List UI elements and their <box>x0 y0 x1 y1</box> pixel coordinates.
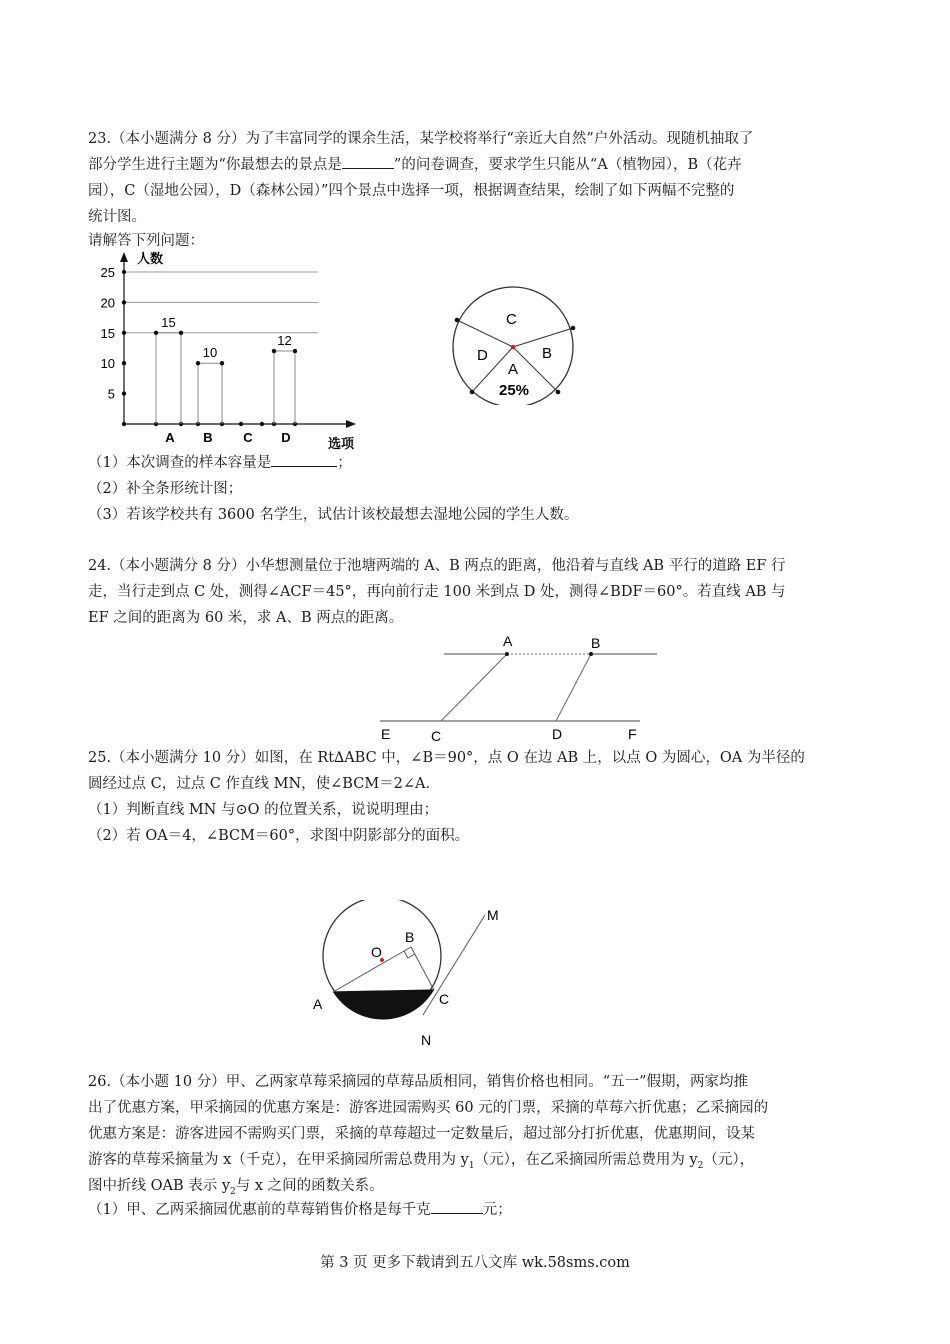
q26-sub1-post: 元； <box>482 1202 512 1218</box>
pie-center <box>511 345 516 350</box>
label-m: M <box>487 907 499 923</box>
y-tick-label-10: 10 <box>100 356 115 372</box>
q25-sub2: （2）若 OA＝4，∠BCM＝60°，求图中阴影部分的面积。 <box>88 828 470 844</box>
bar-top-dot-B-right <box>220 361 224 365</box>
q23-line2-pre: 部分学生进行主题为“你最想去的景点是 <box>88 157 342 173</box>
shaded-segment <box>333 990 434 1020</box>
y-tick-label-25: 25 <box>100 265 115 280</box>
q23-sub1 <box>88 450 868 476</box>
q23-line4: 统计图。 <box>88 209 146 225</box>
pie-label-d: D <box>477 347 488 364</box>
bar-chart <box>88 250 388 455</box>
q23-sub1-blank <box>271 466 337 467</box>
bar-top-dot-A-left <box>154 331 158 335</box>
q23-sub1-post: ； <box>337 455 352 471</box>
origin-dot <box>122 422 126 426</box>
point-b <box>589 652 593 656</box>
bar-B <box>198 363 222 424</box>
x-tick-label-A: A <box>165 430 175 445</box>
x-tick-label-B: B <box>203 430 213 445</box>
data-label-D: 12 <box>277 333 292 349</box>
label-a: A <box>503 633 513 649</box>
bar-top-dot-B-left <box>196 361 200 365</box>
pie-point-2 <box>571 326 576 331</box>
q23-line3: 园），C（湿地公园），D（森林公园）”四个景点中选择一项，根据调查结果，绘制了如下两幅不完整的 <box>88 183 735 199</box>
q23-line2-post: ”的问卷调查，要求学生只能从“A（植物园），B（花卉 <box>393 157 742 173</box>
label-c: C <box>439 991 450 1007</box>
q26-line4-b: （元），在乙采摘园所需总费用为 y <box>474 1152 698 1168</box>
q26-sub1 <box>88 1197 868 1223</box>
bar-D <box>274 351 295 424</box>
label-a: A <box>313 996 323 1012</box>
q24-line2: 走，当行走到点 C 处，测得∠ACF＝45°，再向前行走 100 米到点 D 处，测得∠BDF＝60°。若直线 AB 与 <box>88 584 786 600</box>
q26-sub-y1: 1 <box>468 1160 475 1171</box>
segment-bd <box>556 654 591 721</box>
segment-bc <box>411 947 434 990</box>
q23-sub2: （2）补全条形统计图； <box>88 481 243 497</box>
pie-point-4 <box>556 390 561 395</box>
q26-line4-a: 游客的草莓采摘量为 x（千克），在甲采摘园所需总费用为 y <box>88 1152 469 1168</box>
q25-line1: 25.（本小题满分 10 分）如图，在 Rt∆ABC 中，∠B＝90°，点 O 在边 AB 上，以点 O 为圆心，OA 为半径的 <box>88 750 805 766</box>
label-e: E <box>381 726 391 742</box>
label-f: F <box>628 726 637 742</box>
y-tick-label-5: 5 <box>107 386 115 402</box>
q23-line1: 23.（本小题满分 8 分）为了丰富同学的课余生活，某学校将举行“亲近大自然”户外活动。现随机抽取了 <box>88 131 754 147</box>
q26-line5-sub: 2 <box>230 1186 236 1197</box>
x-axis-arrow <box>346 420 356 428</box>
q26-line5-b: 与 x 之间的函数关系。 <box>235 1178 384 1194</box>
q24-line1: 24.（本小题满分 8 分）小华想测量位于池塘两端的 A、B 两点的距离，他沿着与直线 AB 平行的道路 EF 行 <box>88 558 786 574</box>
q25-sub1: （1）判断直线 MN 与⊙O 的位置关系，说说明理由； <box>88 802 439 818</box>
q25-figure <box>300 900 520 1050</box>
label-b: B <box>405 929 415 945</box>
q25-line2: 圆经过点 C，过点 C 作直线 MN，使∠BCM＝2∠A. <box>88 776 431 792</box>
pie-label-c: C <box>506 311 517 328</box>
pie-radius-1 <box>457 320 513 347</box>
q26-line4-c: （元）， <box>703 1152 755 1168</box>
line-mn <box>423 915 485 1015</box>
bar-base-dot-C-right <box>260 422 264 426</box>
pie-point-3 <box>470 390 475 395</box>
q26-sub1-blank <box>431 1213 483 1214</box>
q23-theme-blank <box>342 168 394 169</box>
q23-line2 <box>88 152 868 178</box>
point-a <box>505 652 509 656</box>
label-d: D <box>552 726 563 742</box>
pie-label-b: B <box>542 345 553 362</box>
q23-sub3: （3）若该学校共有 3600 名学生，试估计该校最想去湿地公园的学生人数。 <box>88 507 579 523</box>
q23-prompt: 请解答下列问题： <box>88 233 204 249</box>
bar-A <box>156 333 181 424</box>
bar-top-dot-D-left <box>272 349 276 353</box>
label-b: B <box>591 635 601 651</box>
x-axis-title: 选项 <box>328 436 355 451</box>
y-tick-label-20: 20 <box>100 295 115 311</box>
q24-figure <box>370 630 670 745</box>
data-label-A: 15 <box>161 314 176 330</box>
page-footer: 第 3 页 更多下载请到五八文库 wk.58sms.com <box>320 1255 630 1271</box>
q26-line5-a: 图中折线 OAB 表示 y <box>88 1178 231 1194</box>
y-axis-arrow <box>120 252 128 262</box>
q26-line3: 优惠方案是：游客进园不需购买门票，采摘的草莓超过一定数量后，超过部分打折优惠，优惠期间，设某 <box>88 1126 755 1142</box>
x-tick-label-C: C <box>243 430 253 445</box>
bar-base-dot-C-left <box>239 422 243 426</box>
bar-top-dot-D-right <box>293 349 297 353</box>
label-n: N <box>421 1032 432 1048</box>
pie-point-1 <box>455 318 460 323</box>
q26-line1: 26.（本小题 10 分）甲、乙两家草莓采摘园的草莓品质相同，销售价格也相同。“五一”假期，两家均推 <box>88 1074 749 1090</box>
label-o: O <box>371 944 382 960</box>
pie-chart <box>440 280 590 405</box>
q24-line3: EF 之间的距离为 60 米，求 A、B 两点的距离。 <box>88 610 404 626</box>
y-axis-title: 人数 <box>137 251 164 266</box>
y-tick-label-15: 15 <box>100 325 115 341</box>
pie-label-a-percent: 25% <box>499 382 530 399</box>
q26-sub-y2: 2 <box>697 1160 704 1171</box>
data-label-B: 10 <box>202 345 218 361</box>
q26-sub1-pre: （1）甲、乙两采摘园优惠前的草莓销售价格是每千克 <box>88 1202 431 1218</box>
bar-top-dot-A-right <box>179 331 183 335</box>
q23-sub1-pre: （1）本次调查的样本容量是 <box>88 455 272 471</box>
segment-ac <box>441 654 507 721</box>
pie-label-a: A <box>508 361 519 378</box>
q26-line2: 出了优惠方案，甲采摘园的优惠方案是：游客进园需购买 60 元的门票，采摘的草莓六折优惠；乙采摘园的 <box>88 1100 769 1116</box>
label-c: C <box>431 728 442 744</box>
x-tick-label-D: D <box>281 430 291 445</box>
